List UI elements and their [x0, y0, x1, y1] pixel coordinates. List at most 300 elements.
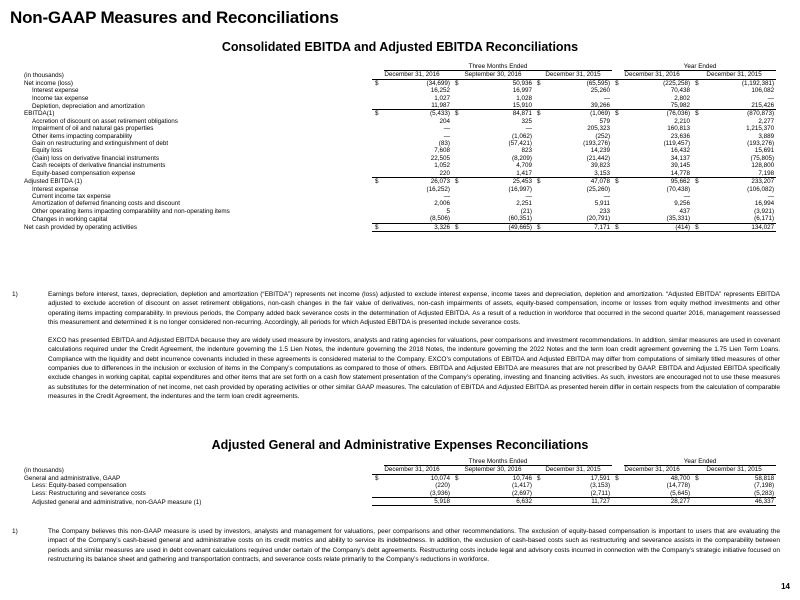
currency-symbol [372, 498, 384, 506]
currency-symbol [612, 482, 624, 489]
table-cell: (3,921) [754, 207, 775, 215]
table-cell: 25,453 [512, 178, 532, 186]
currency-symbol [372, 482, 384, 489]
table-cell: 128,800 [751, 162, 775, 170]
currency-symbol: $ [615, 474, 619, 482]
table-cell: (49,665) [464, 223, 534, 231]
table-cell: 14,778 [624, 170, 692, 178]
table-cell: 39,266 [546, 102, 612, 110]
table-cell: (35,331) [624, 215, 692, 223]
table-cell: 2,006 [434, 200, 450, 208]
currency-symbol [452, 155, 464, 162]
table-cell: 1,215,370 [746, 125, 775, 133]
table-cell: 50,936 [512, 79, 532, 87]
footnote-paragraph: The Company believes this non-GAAP measure is used by investors, analysts and management for valuations, peer comparisons and other recommendations. The exclusion of equity-based compensation is important to users that are evaluating the impact of the Company’s cash-based general and administrative costs on its credit metrics and ability to service its indebtedness. In addition, the exclusion of cash-based costs such as restructuring and severance assists in the comparability between periods and similar measures are used in debt covenant calculations required under certain of the Company’s debt agreements. Restructuring costs include legal and advisory costs incurred in connection with the Company’s strategic initiative focused on restructuring its balance sheet and gathering and transportation contracts, and severance costs relate primarily to the Company’s reductions in workforce. [48, 528, 780, 563]
currency-symbol [452, 186, 464, 193]
table-row [24, 79, 776, 87]
table-cell: 15,691 [754, 147, 775, 155]
table-cell: — [683, 192, 691, 200]
currency-symbol [534, 125, 546, 132]
currency-symbol: $ [455, 178, 459, 186]
currency-symbol [534, 87, 546, 94]
table-cell: — [443, 192, 450, 200]
currency-symbol [452, 125, 464, 132]
table-cell: (25,260) [586, 185, 611, 193]
currency-symbol: $ [537, 79, 541, 87]
currency-symbol [612, 87, 624, 94]
ebitda-section-title: Consolidated EBITDA and Adjusted EBITDA Reconciliations [221, 40, 579, 54]
row-label: Less: Restructuring and severance costs [32, 490, 146, 498]
currency-symbol [534, 200, 546, 207]
currency-symbol: $ [615, 110, 619, 118]
currency-symbol: $ [695, 474, 699, 482]
row-label: Net income (loss) [24, 79, 73, 87]
table-cell: 204 [439, 117, 450, 125]
currency-symbol: $ [455, 474, 459, 482]
table-cell: 220 [384, 170, 452, 178]
ga-col-header: September 30, 2016 [452, 466, 534, 474]
currency-symbol [612, 102, 624, 110]
table-cell: 11,727 [546, 498, 612, 506]
table-cell: 7,608 [434, 147, 450, 155]
currency-symbol [452, 102, 464, 110]
ga-column-header-row [24, 466, 776, 474]
ebitda-col-header: December 31, 2015 [692, 71, 776, 79]
table-cell: (16,252) [426, 185, 450, 193]
table-cell: (225,258) [663, 79, 691, 87]
table-cell: 39,145 [670, 162, 691, 170]
currency-symbol [612, 118, 624, 125]
currency-symbol [534, 155, 546, 162]
row-label: Income tax expense [32, 94, 89, 102]
table-cell: — [525, 192, 532, 200]
currency-symbol: $ [375, 178, 379, 186]
currency-symbol [692, 498, 704, 506]
currency-symbol [692, 102, 704, 110]
table-row [24, 125, 776, 132]
table-cell: (2,697) [464, 490, 534, 498]
table-cell: 7,198 [704, 170, 776, 178]
row-label: Changes in working capital [32, 215, 108, 223]
currency-symbol [534, 186, 546, 193]
currency-symbol [692, 155, 704, 162]
table-cell: 3,153 [546, 170, 612, 178]
table-cell: 16,432 [670, 147, 691, 155]
table-cell: 437 [679, 207, 691, 215]
table-cell: 70,438 [670, 87, 691, 95]
currency-symbol: $ [375, 110, 379, 118]
currency-symbol [612, 95, 624, 102]
table-cell: — [525, 125, 532, 133]
row-label: Other operating items impacting comparability and non-operating items [32, 207, 230, 215]
table-cell: — [767, 94, 775, 102]
table-cell: 1,052 [434, 162, 450, 170]
currency-symbol: $ [692, 223, 704, 231]
table-cell: (1,192,381) [741, 79, 775, 87]
ga-col-header: December 31, 2016 [372, 466, 452, 474]
table-cell: (14,778) [666, 482, 691, 490]
currency-symbol [372, 200, 384, 207]
row-label: Equity loss [32, 147, 63, 155]
ga-footnote [12, 527, 780, 564]
currency-symbol: $ [615, 178, 619, 186]
table-cell: (16,997) [508, 185, 532, 193]
table-cell: 23,636 [670, 132, 691, 140]
table-cell: 233 [599, 207, 611, 215]
ebitda-footnote [12, 290, 780, 401]
table-cell: 5,918 [384, 498, 452, 506]
table-cell: 46,337 [704, 498, 776, 506]
ebitda-column-header-row [24, 71, 776, 79]
currency-symbol [612, 155, 624, 162]
currency-symbol [612, 170, 624, 178]
ebitda-three-months-group: Three Months Ended [384, 63, 612, 71]
table-cell: 34,137 [670, 154, 691, 162]
ga-col-header: December 31, 2016 [612, 466, 692, 474]
page-title: Non-GAAP Measures and Reconciliations [10, 8, 339, 27]
currency-symbol [692, 186, 704, 193]
row-label: Less: Equity-based compensation [32, 482, 127, 490]
footnote-marker: 1) [12, 291, 18, 298]
currency-symbol [372, 193, 384, 200]
table-cell: 10,074 [430, 474, 450, 482]
table-cell: 28,277 [624, 498, 692, 506]
currency-symbol [692, 200, 704, 207]
ga-group-header-row [24, 458, 776, 466]
table-cell: 2,802 [674, 94, 691, 102]
table-row [24, 110, 776, 118]
row-label: Impairment of oil and natural gas properties [32, 125, 154, 133]
currency-symbol [372, 140, 384, 147]
table-cell: 205,323 [587, 125, 611, 133]
ga-unit-label: (in thousands) [24, 466, 64, 474]
currency-symbol [452, 193, 464, 200]
ebitda-year-ended-group: Year Ended [624, 63, 776, 71]
currency-symbol [612, 186, 624, 193]
currency-symbol [692, 147, 704, 154]
table-cell: 9,256 [674, 200, 691, 208]
table-cell: 6,632 [464, 498, 534, 506]
footnote-paragraph: Earnings before interest, taxes, depreciation, depletion and amortization (“EBITDA”) represents net income (loss) adjusted to exclude interest expense, income taxes and depreciation, depletion and amortization. “Adjusted EBITDA” represents EBITDA adjusted to exclude accretion of discount on asset retirement obligations, non-cash changes in the fair value of derivatives, non-cash impairments of assets, equity-based compensation, income or losses from equity method investments and other operating items impacting comparability. In previous periods, the Company added back severance costs in the determination of Adjusted EBITDA. As a result of a reduction in workforce that occurred in the second quarter 2016, management reassessed this measurement and determined it is no longer considered non-recurring. Accordingly, all periods for which Adjusted EBITDA is presented include severance costs. [48, 291, 780, 326]
currency-symbol [692, 490, 704, 498]
table-cell: 1,028 [516, 94, 532, 102]
table-cell: 16,997 [512, 87, 532, 95]
currency-symbol [452, 118, 464, 125]
table-cell: 823 [521, 147, 532, 155]
row-label: Depletion, depreciation and amortization [32, 102, 145, 110]
table-row [24, 490, 776, 498]
table-cell: 325 [521, 117, 532, 125]
table-cell: (5,433) [430, 110, 450, 118]
currency-symbol [534, 133, 546, 140]
currency-symbol [692, 162, 704, 169]
currency-symbol [534, 102, 546, 110]
table-cell: — [767, 192, 775, 200]
currency-symbol [372, 186, 384, 193]
ga-col-header: December 31, 2015 [534, 466, 612, 474]
table-row [24, 482, 776, 489]
currency-symbol [612, 147, 624, 154]
table-cell: (3,936) [384, 490, 452, 498]
table-row [24, 170, 776, 178]
table-cell: 16,994 [754, 200, 775, 208]
table-row [24, 498, 776, 506]
table-cell: 5 [446, 207, 450, 215]
table-cell: 579 [599, 117, 611, 125]
currency-symbol [372, 87, 384, 94]
currency-symbol: $ [455, 110, 459, 118]
table-cell: (76,036) [666, 110, 691, 118]
table-cell: 58,818 [754, 474, 775, 482]
table-cell: 2,210 [674, 117, 691, 125]
table-cell: 2,251 [516, 200, 532, 208]
table-cell: (119,457) [663, 140, 691, 148]
table-cell: 26,073 [430, 178, 450, 186]
currency-symbol [534, 208, 546, 215]
currency-symbol: $ [615, 79, 619, 87]
currency-symbol: $ [534, 223, 546, 231]
currency-symbol [372, 208, 384, 215]
currency-symbol [692, 482, 704, 489]
table-cell: 15,910 [464, 102, 534, 110]
ebitda-table [24, 63, 776, 232]
table-row [24, 118, 776, 125]
table-cell: 39,823 [590, 162, 611, 170]
table-cell: (2,711) [546, 490, 612, 498]
currency-symbol [452, 200, 464, 207]
currency-symbol: $ [455, 79, 459, 87]
currency-symbol [452, 140, 464, 147]
currency-symbol [452, 490, 464, 498]
table-cell: 48,700 [670, 474, 691, 482]
ebitda-group-header-row [24, 63, 776, 71]
currency-symbol [612, 490, 624, 498]
row-label: Accretion of discount on asset retirement obligations [32, 117, 178, 125]
currency-symbol [372, 162, 384, 169]
table-cell: (414) [624, 223, 692, 231]
table-cell: (220) [435, 482, 450, 490]
currency-symbol [534, 482, 546, 489]
currency-symbol [612, 498, 624, 506]
row-label: Cash receipts of derivative financial instruments [32, 162, 166, 170]
ga-year-ended-group: Year Ended [624, 458, 776, 466]
currency-symbol [372, 118, 384, 125]
table-cell: 3,326 [384, 223, 452, 231]
currency-symbol [692, 133, 704, 140]
currency-symbol: $ [537, 474, 541, 482]
row-label: Other items impacting comparability [32, 132, 133, 140]
currency-symbol [452, 147, 464, 154]
table-cell: 3,889 [758, 132, 775, 140]
row-label: (Gain) loss on derivative financial instruments [32, 154, 160, 162]
currency-symbol [372, 170, 384, 178]
currency-symbol: $ [372, 223, 384, 231]
table-cell: 215,426 [704, 102, 776, 110]
table-cell: 1,027 [434, 94, 450, 102]
currency-symbol [534, 193, 546, 200]
currency-symbol [692, 170, 704, 178]
currency-symbol [612, 208, 624, 215]
row-label: Adjusted general and administrative, non-GAAP measure (1) [32, 498, 202, 506]
table-row [24, 200, 776, 207]
row-label: Current income tax expense [32, 192, 111, 200]
currency-symbol [452, 215, 464, 223]
currency-symbol [534, 215, 546, 223]
row-label: Net cash provided by operating activities [24, 224, 138, 232]
row-label: Adjusted EBITDA (1) [24, 178, 83, 186]
currency-symbol: $ [452, 223, 464, 231]
table-cell: (1,069) [590, 110, 611, 118]
table-cell: (252) [595, 132, 611, 140]
currency-symbol [692, 193, 704, 200]
currency-symbol [612, 140, 624, 147]
table-cell: (6,171) [704, 215, 776, 223]
row-label: EBITDA(1) [24, 110, 55, 118]
table-cell: 106,082 [751, 87, 775, 95]
table-cell: (21,442) [586, 154, 611, 162]
table-cell: 17,591 [590, 474, 611, 482]
table-row [24, 155, 776, 162]
table-cell: 84,871 [512, 110, 532, 118]
table-cell: 22,505 [430, 154, 450, 162]
currency-symbol [372, 133, 384, 140]
table-cell: (5,645) [624, 490, 692, 498]
currency-symbol [372, 490, 384, 498]
table-cell: 1,417 [464, 170, 534, 178]
table-cell: — [603, 94, 611, 102]
currency-symbol: $ [612, 223, 624, 231]
table-cell: (8,506) [384, 215, 452, 223]
table-row [24, 162, 776, 169]
table-cell: (75,805) [750, 154, 775, 162]
currency-symbol [534, 162, 546, 169]
ebitda-col-header: December 31, 2016 [372, 71, 452, 79]
table-row [24, 474, 776, 482]
currency-symbol: $ [695, 110, 699, 118]
ga-col-header: December 31, 2015 [692, 466, 776, 474]
table-cell: (3,153) [590, 482, 611, 490]
table-row [24, 87, 776, 94]
currency-symbol [692, 208, 704, 215]
currency-symbol [452, 95, 464, 102]
footnote-marker: 1) [12, 528, 18, 535]
table-cell: 2,277 [758, 117, 775, 125]
table-cell: 233,207 [751, 178, 775, 186]
table-row [24, 140, 776, 147]
table-cell: — [603, 192, 611, 200]
table-cell: (60,351) [464, 215, 534, 223]
table-row [24, 215, 776, 223]
table-cell: — [443, 125, 450, 133]
table-cell: (1,417) [512, 482, 532, 490]
table-cell: (1,062) [512, 132, 532, 140]
table-row [24, 95, 776, 102]
currency-symbol [372, 147, 384, 154]
currency-symbol [452, 482, 464, 489]
table-cell: (870,873) [747, 110, 775, 118]
currency-symbol [692, 140, 704, 147]
ebitda-col-header: December 31, 2015 [534, 71, 612, 79]
table-cell: (193,276) [583, 140, 611, 148]
ga-section-title: Adjusted General and Administrative Expenses Reconciliations [211, 438, 589, 452]
currency-symbol [612, 193, 624, 200]
currency-symbol [692, 118, 704, 125]
table-cell: 47,078 [590, 178, 611, 186]
currency-symbol [612, 133, 624, 140]
currency-symbol [372, 215, 384, 223]
currency-symbol [452, 498, 464, 506]
currency-symbol: $ [695, 79, 699, 87]
currency-symbol [534, 490, 546, 498]
table-cell: 11,987 [384, 102, 452, 110]
currency-symbol [452, 162, 464, 169]
table-cell: (21) [520, 207, 532, 215]
table-cell: 5,911 [594, 200, 611, 208]
table-cell: (65,595) [586, 79, 611, 87]
table-cell: (70,438) [666, 185, 691, 193]
currency-symbol [534, 118, 546, 125]
currency-symbol [372, 125, 384, 132]
table-cell: (193,276) [747, 140, 775, 148]
table-cell: 160,813 [667, 125, 691, 133]
table-row [24, 178, 776, 186]
currency-symbol [534, 147, 546, 154]
currency-symbol [612, 200, 624, 207]
currency-symbol [692, 125, 704, 132]
table-cell: (106,082) [747, 185, 775, 193]
row-label: Interest expense [32, 87, 79, 95]
table-cell: 95,662 [670, 178, 691, 186]
currency-symbol [534, 95, 546, 102]
currency-symbol [692, 95, 704, 102]
currency-symbol: $ [375, 79, 379, 87]
table-row [24, 147, 776, 154]
table-cell: 25,260 [590, 87, 611, 95]
row-label: Amortization of deferred financing costs and discount [32, 200, 181, 208]
currency-symbol [372, 95, 384, 102]
currency-symbol: $ [695, 178, 699, 186]
currency-symbol [692, 87, 704, 94]
ebitda-col-header: December 31, 2016 [612, 71, 692, 79]
table-cell: 10,746 [512, 474, 532, 482]
table-cell: 75,982 [624, 102, 692, 110]
currency-symbol [612, 162, 624, 169]
table-cell: (83) [438, 140, 450, 148]
table-row [24, 223, 776, 231]
currency-symbol [534, 498, 546, 506]
table-cell: — [443, 132, 450, 140]
currency-symbol [692, 215, 704, 223]
table-cell: 16,252 [430, 87, 450, 95]
ga-three-months-group: Three Months Ended [384, 458, 612, 466]
table-cell: 14,239 [590, 147, 611, 155]
table-cell: (7,198) [754, 482, 775, 490]
table-cell: (57,421) [508, 140, 532, 148]
currency-symbol [534, 170, 546, 178]
row-label: Gain on restructuring and extinguishment of debt [32, 140, 169, 148]
currency-symbol [452, 208, 464, 215]
table-row [24, 133, 776, 140]
ebitda-unit-label: (in thousands) [24, 71, 64, 79]
currency-symbol [452, 170, 464, 178]
currency-symbol [452, 133, 464, 140]
currency-symbol [534, 140, 546, 147]
table-row [24, 193, 776, 200]
page-number: 14 [781, 582, 790, 591]
row-label: Equity-based compensation expense [32, 170, 136, 178]
table-cell: 134,027 [704, 223, 776, 231]
currency-symbol [452, 87, 464, 94]
